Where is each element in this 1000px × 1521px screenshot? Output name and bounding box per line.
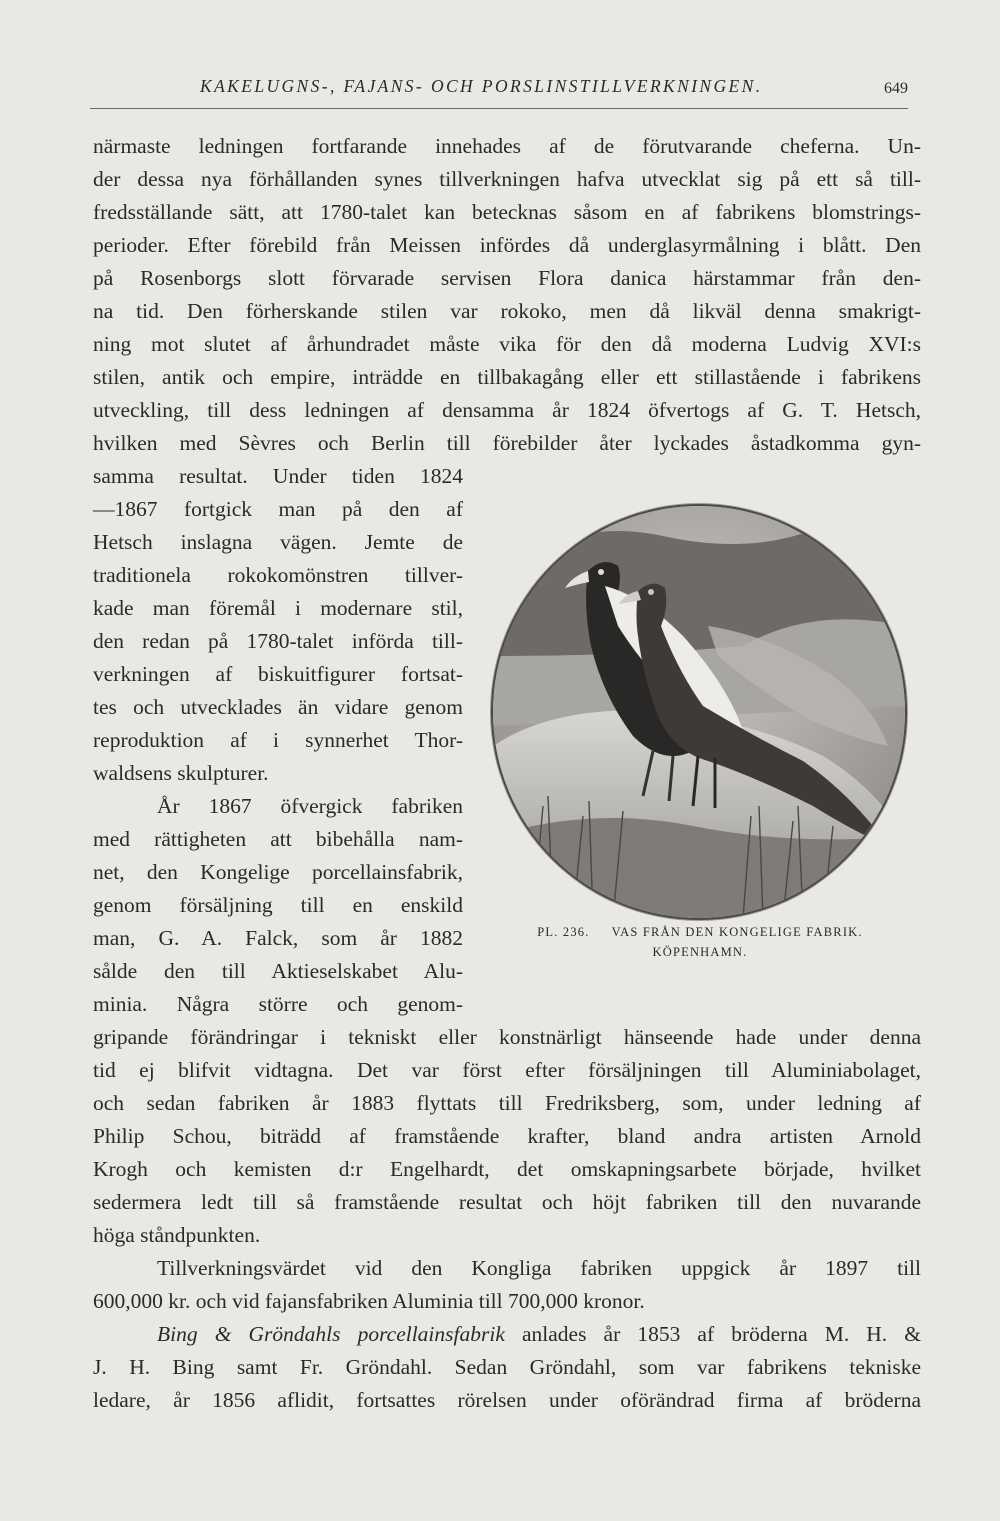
text-line: stilen, antik och empire, inträdde en tillbakagång eller ett stillastående i fabrikens <box>93 365 921 389</box>
text-line: på Rosenborgs slott förvarade servisen Flora danica härstammar från den- <box>93 266 921 290</box>
text-line: der dessa nya förhållanden synes tillverkningen hafva utvecklat sig på ett så till- <box>93 167 921 191</box>
text-line: man, G. A. Falck, som år 1882 <box>93 926 463 950</box>
text-line: J. H. Bing samt Fr. Gröndahl. Sedan Gröndahl, som var fabrikens tekniske <box>93 1355 921 1379</box>
text-line: net, den Kongelige porcellainsfabrik, <box>93 860 463 884</box>
running-title: KAKELUGNS-, FAJANS- OCH PORSLINSTILLVERKNINGEN. <box>200 76 763 96</box>
text-line: År 1867 öfvergick fabriken <box>157 794 463 818</box>
text-line: den redan på 1780-talet införda till- <box>93 629 463 653</box>
text-line <box>93 1318 921 1350</box>
figure-caption <box>494 925 906 940</box>
text-line: hvilken med Sèvres och Berlin till förebilder åter lyckades åstadkomma gyn- <box>93 431 921 455</box>
text-line: höga ståndpunkten. <box>93 1223 261 1247</box>
text-line: tid ej blifvit vidtagna. Det var först efter försäljningen till Aluminiabolaget, <box>93 1058 921 1082</box>
text-line: kade man föremål i modernare stil, <box>93 596 463 620</box>
pheasants-painting <box>493 506 905 918</box>
text-line: tes och utvecklades än vidare genom <box>93 695 463 719</box>
text-line: genom försäljning till en enskild <box>93 893 463 917</box>
text-line: ledare, år 1856 aflidit, fortsattes rörelsen under oförändrad firma af bröderna <box>93 1388 921 1412</box>
text-line: waldsens skulpturer. <box>93 761 269 785</box>
caption-text: VAS FRÅN DEN KONGELIGE FABRIK. <box>611 925 863 939</box>
text-line: samma resultat. Under tiden 1824 <box>93 464 463 488</box>
text-line: och sedan fabriken år 1883 flyttats till Fredriksberg, som, under ledning af <box>93 1091 921 1115</box>
text-line: fredsställande sätt, att 1780-talet kan betecknas såsom en af fabrikens blomstrings- <box>93 200 921 224</box>
text-line: Krogh och kemisten d:r Engelhardt, det omskapningsarbete började, hvilket <box>93 1157 921 1181</box>
text-line: minia. Några större och genom- <box>93 992 463 1016</box>
vase-plate-illustration <box>493 506 905 918</box>
text-line: na tid. Den förherskande stilen var rokoko, men då likväl denna smakrigt- <box>93 299 921 323</box>
text-line: närmaste ledningen fortfarande innehades af de förutvarande cheferna. Un- <box>93 134 921 158</box>
page-header <box>90 72 908 109</box>
text-line: perioder. Efter förebild från Meissen infördes då underglasyrmålning i blått. Den <box>93 233 921 257</box>
text-line: sedermera ledt till så framstående resultat och höjt fabriken till den nuvarande <box>93 1190 921 1214</box>
figure-caption-place: KÖPENHAMN. <box>652 945 748 959</box>
page-number: 649 <box>884 80 908 97</box>
text-line: 600,000 kr. och vid fajansfabriken Aluminia till 700,000 kronor. <box>93 1289 645 1313</box>
text-line: Philip Schou, biträdd af framstående krafter, bland andra artisten Arnold <box>93 1124 921 1148</box>
text-line: med rättigheten att bibehålla nam- <box>93 827 463 851</box>
text-line: Tillverkningsvärdet vid den Kongliga fabriken uppgick år 1897 till <box>157 1256 921 1280</box>
text-line: —1867 fortgick man på den af <box>93 497 463 521</box>
text-line: verkningen af biskuitfigurer fortsat- <box>93 662 463 686</box>
plate-label: PL. 236. <box>537 925 590 939</box>
text-line: Hetsch inslagna vägen. Jemte de <box>93 530 463 554</box>
text-line: reproduktion af i synnerhet Thor- <box>93 728 463 752</box>
text-line: traditionela rokokomönstren tillver- <box>93 563 463 587</box>
text-line-rest: anlades år 1853 af bröderna M. H. & <box>504 1322 921 1346</box>
factory-name-italic: Bing & Gröndahls porcellainsfabrik <box>157 1322 505 1346</box>
text-line: utveckling, till dess ledningen af densamma år 1824 öfvertogs af G. T. Hetsch, <box>93 398 921 422</box>
text-line: ning mot slutet af århundradet måste vika för den då moderna Ludvig XVI:s <box>93 332 921 356</box>
text-line: sålde den till Aktieselskabet Alu- <box>93 959 463 983</box>
text-line: gripande förändringar i tekniskt eller konstnärligt hänseende hade under denna <box>93 1025 921 1049</box>
